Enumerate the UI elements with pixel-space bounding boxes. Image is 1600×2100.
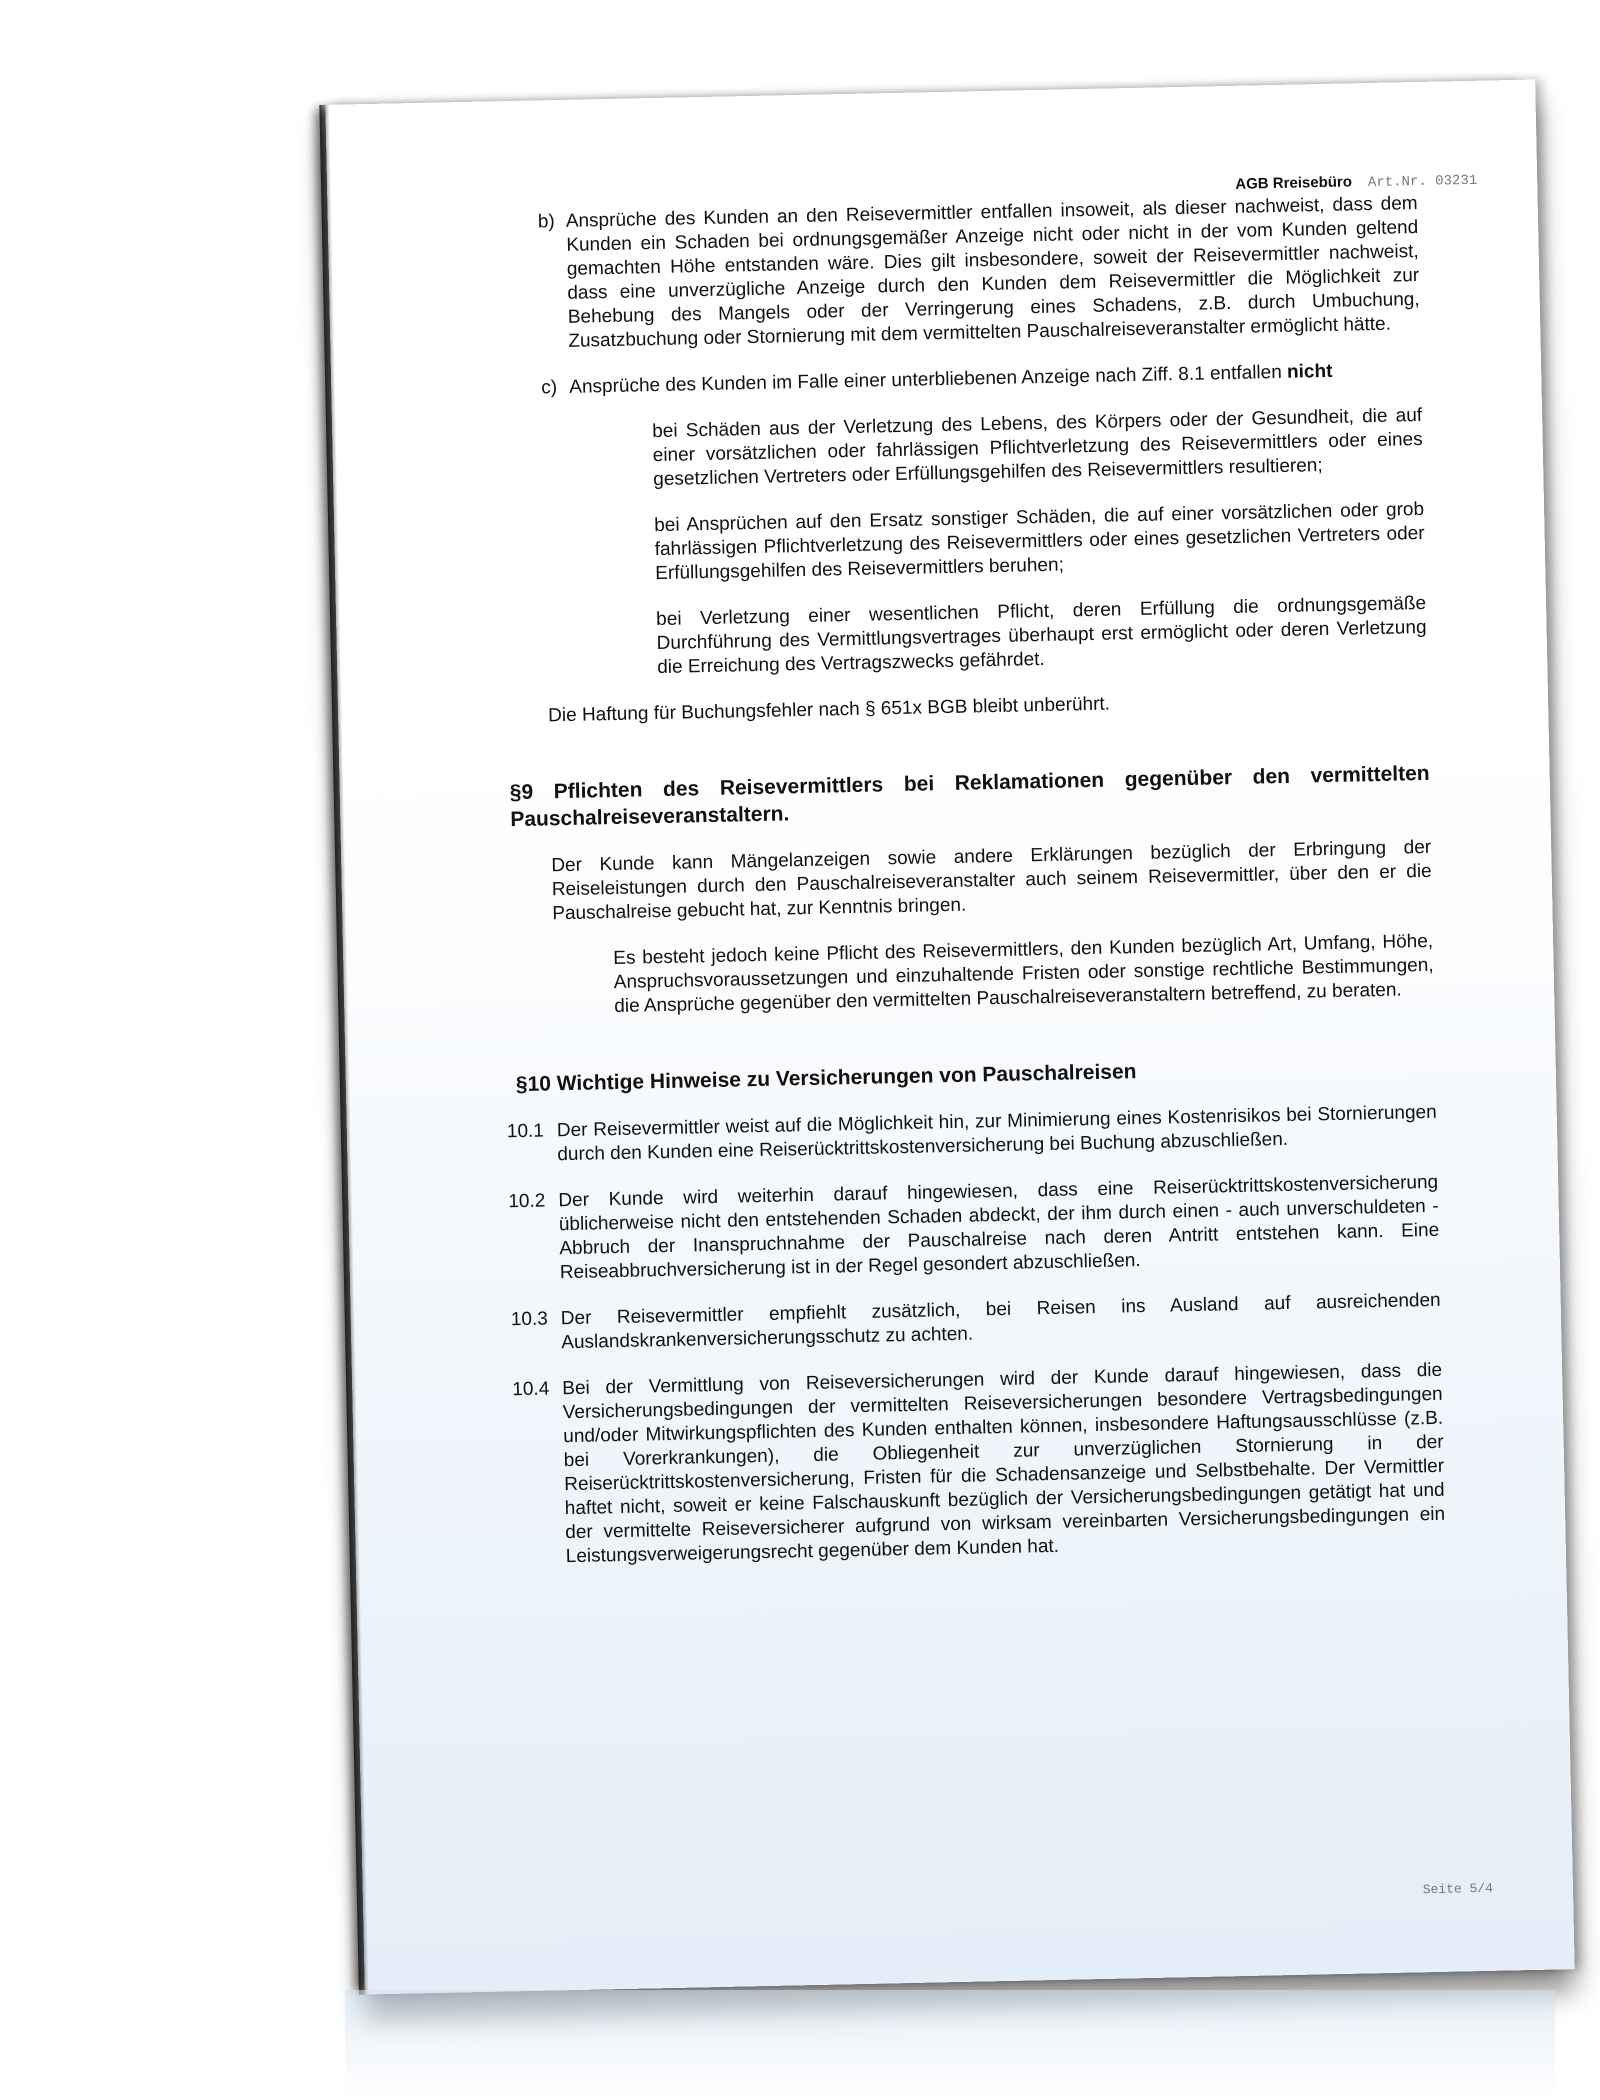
clause-text: Ansprüche des Kunden an den Reisevermittler entfallen insoweit, als dieser nachweist, dass dem Kunden ein Schaden bei ordnungsgemäßer Anzeige nicht oder nicht in der vom Kunden geltend gemachten Höhe entstanden wäre. Dies gilt insbesondere, soweit der Reisevermittler nachweist, dass eine unverzügliche Anzeige durch den Kunden dem Reisevermittler die Möglichkeit zur Behebung des Mangels oder der Verringerung eines Schadens, z.B. durch Umbuchung, Zusatzbuchung oder Stornierung mit dem vermittelten Pauschalreiseveranstalter ermöglicht hätte. — [565, 193, 1420, 352]
clause-text: Der Reisevermittler weist auf die Möglichkeit hin, zur Minimierung eines Kostenrisikos bei Stornierungen durch den Kunden eine Reiserücktrittskostenversicherung bei Buchung abzuschließen. — [556, 1101, 1437, 1166]
page-number: Seite 5/4 — [1422, 1880, 1494, 1898]
sub-item: bei Verletzung einer wesentlichen Pflicht, deren Erfüllung die ordnungsgemäße Durchführung des Vermittlungsvertrages überhaupt erst ermöglicht oder deren Verletzung die Erreichung des Vertragszwecks gefährdet. — [655, 592, 1427, 679]
document-page — [325, 80, 1574, 1995]
clause-number: 10.1 — [506, 1120, 545, 1143]
clause-text: Bei der Vermittlung von Reiseversicherungen wird der Kunde darauf hingewiesen, dass die Versicherungsbedingungen der vermittelten Reiseversicherungen besondere Vertragsbedingungen und/oder Mitwirkungspflichten des Kunden enthalten können, insbesondere Haftungsausschlüsse (z.B. bei Vorerkrankungen), die Obliegenheit zur unverzüglichen Stornierung in der Reiserücktrittskostenversicherung, Fristen für die Schadensanzeige und Selbstbehalte. Der Vermittler haftet nicht, soweit er keine Falschauskunft bezüglich der Versicherungsbedingungen getätigt hat und der vermittelte Reiseversicherer aufgrund von wirksam vereinbarten Versicherungsbedingungen ein Leistungsverweigerungsrecht gegenüber dem Kunden hat. — [562, 1359, 1446, 1568]
article-number: Art.Nr. 03231 — [1367, 172, 1478, 192]
clause-number: 10.3 — [510, 1308, 549, 1331]
clause-number: 10.4 — [512, 1378, 550, 1401]
clause-10-2 — [508, 1171, 1440, 1286]
section-9-paragraph: Es besteht jedoch keine Pflicht des Reisevermittlers, den Kunden bezüglich Art, Umfang, Höhe, Anspruchsvoraussetzungen und einzuhaltende Fristen oder sonstige rechtliche Bestimmungen, die Ansprüche gegenüber den vermittelten Pauschalreiseveranstaltern betreffend, zu beraten. — [613, 930, 1434, 1018]
clause-b — [538, 192, 1421, 354]
clause-emphasis: nicht — [1286, 360, 1333, 383]
clause-text: Ansprüche des Kunden im Falle einer unterbliebenen Anzeige nach Ziff. 8.1 entfallen — [569, 361, 1282, 398]
clause-number: 10.2 — [508, 1190, 546, 1213]
section-10-title: §10 Wichtige Hinweise zu Versicherungen von Pauschalreisen — [515, 1060, 1137, 1097]
clause-c — [541, 358, 1421, 400]
clause-text: Der Kunde wird weiterhin darauf hingewiesen, dass eine Reiserücktrittskostenversicherung üblicherweise nicht den entstehenden Schaden abdeckt, der ihm durch einen - auch unverschuldeten - Abbruch der Inanspruchnahme der Pauschalreise nach deren Antritt entstehen kann. Eine Reiseabbruchversicherung ist in der Regel gesondert abzuschließen. — [558, 1171, 1440, 1284]
document-body — [506, 192, 1447, 1591]
page-reflection — [345, 1990, 1555, 2100]
sub-item: bei Ansprüchen auf den Ersatz sonstiger Schäden, die auf einer vorsätzlichen oder grob fahrlässigen Pflichtverletzung des Reisevermittlers oder eines gesetzlichen Vertreters oder Erfüllungsgehilfen des Reisevermittlers beruhen; — [654, 498, 1425, 585]
clause-10-4 — [512, 1359, 1446, 1570]
clause-label: c) — [541, 377, 558, 399]
document-title: AGB Rreisebüro — [1235, 173, 1353, 193]
clause-label: b) — [537, 211, 555, 233]
section-9-title: §9 Pflichten des Reisevermittlers bei Reklamationen gegenüber den vermittelten Pauschalreiseveranstaltern. — [509, 761, 1430, 832]
section-9-paragraph: Der Kunde kann Mängelanzeigen sowie andere Erklärungen bezüglich der Erbringung der Reiseleistungen durch den Pauschalreiseveranstalter auch seinem Reisevermittler, über den er die Pauschalreise gebucht hat, zur Kenntnis bringen. — [551, 836, 1432, 925]
clause-10-3 — [511, 1289, 1442, 1356]
clause-text: Der Reisevermittler empfiehlt zusätzlich, bei Reisen ins Ausland auf ausreichenden Auslandskrankenversicherungsschutz zu achten. — [560, 1289, 1441, 1354]
page-header — [1235, 171, 1477, 194]
clause-10-1 — [507, 1101, 1438, 1168]
liability-note: Die Haftung für Buchungsfehler nach § 651x BGB bleibt unberührt. — [547, 693, 1111, 727]
sub-item: bei Schäden aus der Verletzung des Lebens, des Körpers oder der Gesundheit, die auf einer vorsätzlichen oder fahrlässigen Pflichtverletzung des Reisevermittlers oder eines gesetzlichen Vertreters oder Erfüllungsgehilfen des Reisevermittlers resultieren; — [652, 404, 1423, 491]
